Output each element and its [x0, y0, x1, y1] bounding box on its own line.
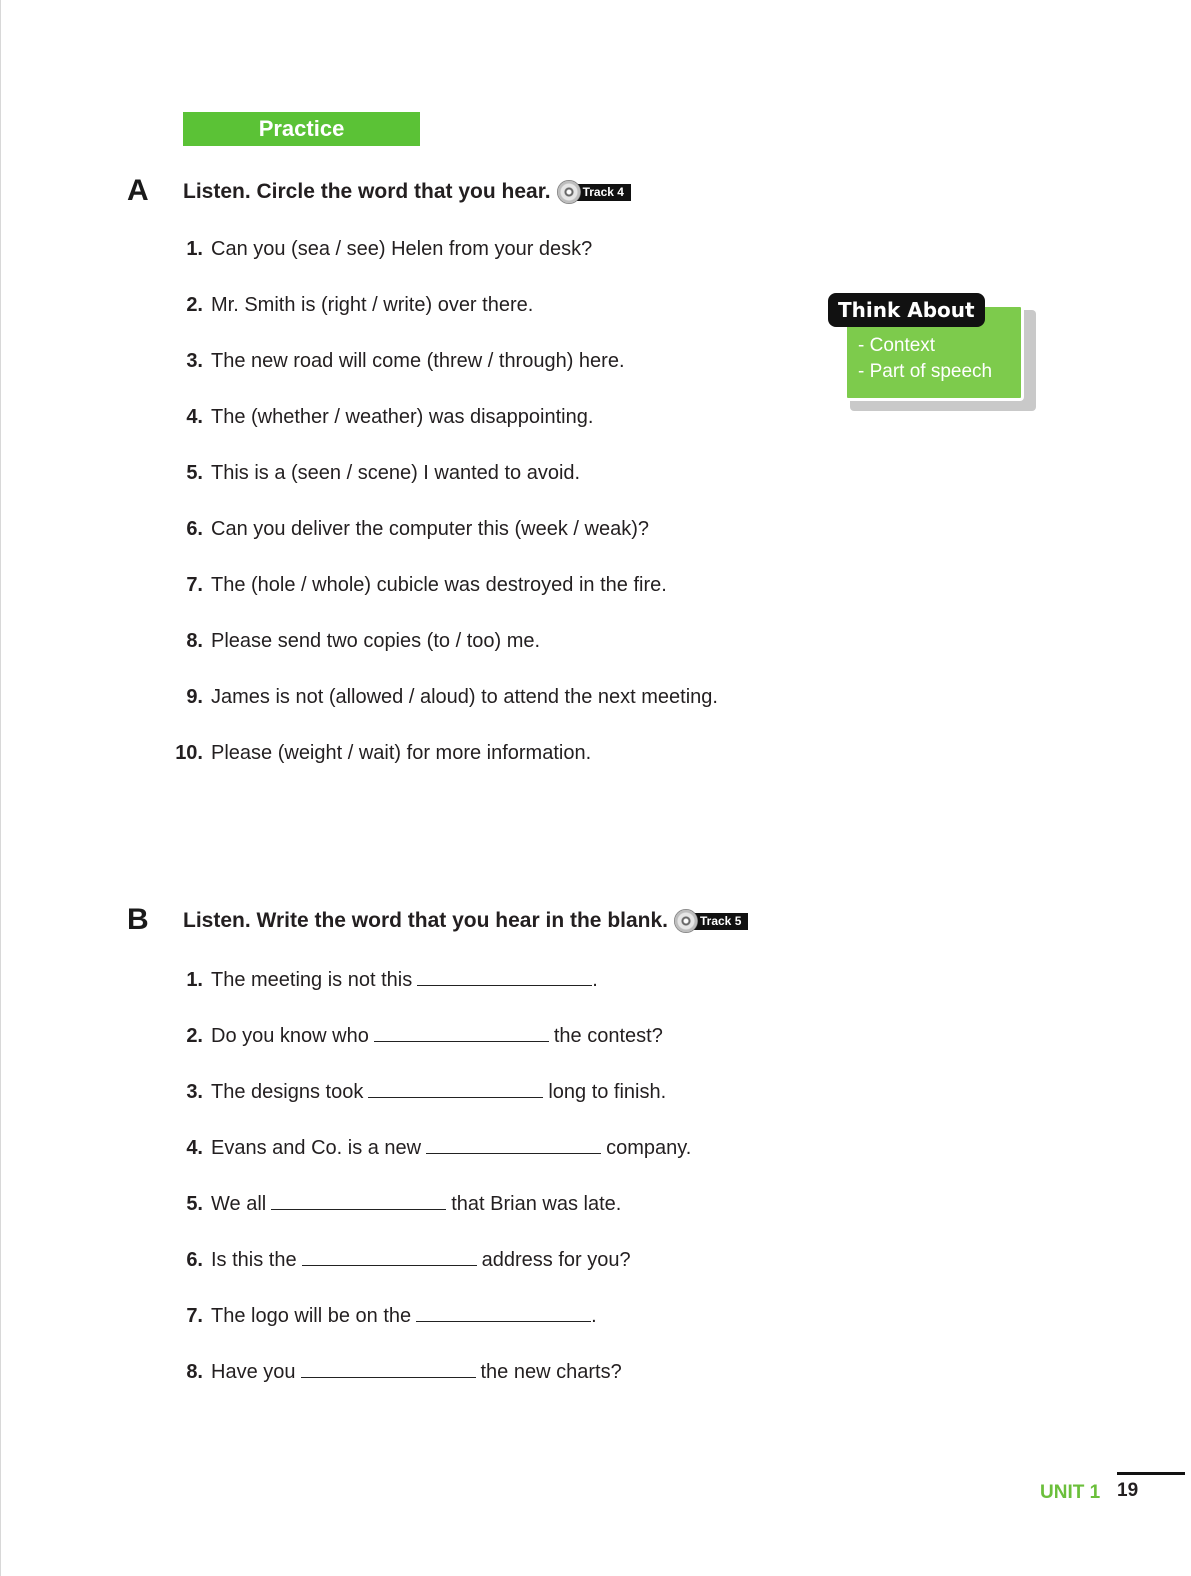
list-item [170, 1247, 631, 1272]
item-text: Please send two copies (to / too) me. [211, 630, 541, 652]
list-item [170, 1135, 691, 1160]
item-text-before: Evans and Co. is a new [211, 1137, 422, 1159]
audio-cd-icon [674, 909, 698, 933]
list-item [170, 1191, 621, 1216]
item-text-after: long to finish. [548, 1081, 667, 1103]
answer-blank[interactable] [416, 1303, 591, 1322]
item-text: Can you (sea / see) Helen from your desk? [211, 238, 593, 260]
list-item [170, 1023, 663, 1048]
item-number: 8. [186, 1361, 203, 1383]
item-text-before: Have you [211, 1361, 296, 1383]
item-number: 1. [186, 238, 203, 260]
think-about-line: - Context [858, 335, 936, 356]
footer-rule [1117, 1472, 1185, 1475]
item-text-after: that Brian was late. [451, 1193, 622, 1215]
item-text-after: . [592, 969, 598, 991]
item-text-after: the contest? [553, 1025, 663, 1047]
item-number: 9. [186, 686, 203, 708]
list-item [170, 406, 593, 429]
item-number: 5. [186, 462, 203, 484]
item-text: The (hole / whole) cubicle was destroyed in the fire. [211, 574, 667, 596]
item-text-after: address for you? [481, 1249, 631, 1271]
section-b-instruction-text: Listen. Write the word that you hear in the blank. [183, 909, 668, 932]
list-item [170, 518, 649, 541]
think-about-title: Think About [828, 293, 985, 327]
item-number: 3. [186, 350, 203, 372]
section-b-instruction [183, 909, 748, 933]
answer-blank[interactable] [426, 1135, 601, 1154]
page-number: 19 [1117, 1480, 1139, 1501]
item-text-before: We all [211, 1193, 267, 1215]
list-item [170, 742, 591, 765]
list-item [170, 686, 718, 709]
item-text-before: Is this the [211, 1249, 297, 1271]
item-number: 1. [186, 969, 203, 991]
answer-blank[interactable] [374, 1023, 549, 1042]
list-item [170, 630, 540, 653]
unit-label: UNIT 1 [1040, 1482, 1101, 1503]
item-text-before: Do you know who [211, 1025, 369, 1047]
list-item [170, 1359, 622, 1384]
list-item [170, 238, 592, 261]
item-number: 2. [186, 294, 203, 316]
list-item [170, 294, 533, 317]
list-item [170, 574, 667, 597]
think-about-line: - Part of speech [858, 361, 993, 382]
section-b-letter: B [127, 903, 149, 936]
item-number: 8. [186, 630, 203, 652]
item-text-before: The logo will be on the [211, 1305, 412, 1327]
track-5-badge[interactable] [674, 909, 748, 933]
item-number: 4. [186, 1137, 203, 1159]
answer-blank[interactable] [271, 1191, 446, 1210]
item-number: 4. [186, 406, 203, 428]
section-a-letter: A [127, 174, 149, 207]
list-item [170, 1079, 666, 1104]
section-a-instruction [183, 180, 631, 204]
item-number: 7. [186, 574, 203, 596]
track-label: Track 5 [690, 913, 748, 930]
item-text: The (whether / weather) was disappointing. [211, 406, 594, 428]
item-text: Mr. Smith is (right / write) over there. [211, 294, 534, 316]
item-number: 6. [186, 1249, 203, 1271]
item-text: Can you deliver the computer this (week / weak)? [211, 518, 649, 540]
answer-blank[interactable] [301, 1359, 476, 1378]
item-text-after: company. [606, 1137, 692, 1159]
track-label: Track 4 [573, 184, 631, 201]
item-text-after: the new charts? [480, 1361, 622, 1383]
answer-blank[interactable] [368, 1079, 543, 1098]
list-item [170, 967, 598, 992]
item-text-after: . [591, 1305, 597, 1327]
item-number: 2. [186, 1025, 203, 1047]
item-number: 5. [186, 1193, 203, 1215]
item-text: This is a (seen / scene) I wanted to avoid. [211, 462, 581, 484]
list-item [170, 462, 580, 485]
section-a-instruction-text: Listen. Circle the word that you hear. [183, 180, 551, 203]
item-text: Please (weight / wait) for more information. [211, 742, 592, 764]
practice-banner: Practice [183, 112, 420, 146]
track-4-badge[interactable] [557, 180, 631, 204]
think-about-callout [828, 293, 1040, 413]
answer-blank[interactable] [302, 1247, 477, 1266]
item-number: 6. [186, 518, 203, 540]
item-text: The new road will come (threw / through) here. [211, 350, 625, 372]
list-item [170, 350, 625, 373]
item-number: 10. [175, 742, 203, 764]
item-text-before: The designs took [211, 1081, 364, 1103]
audio-cd-icon [557, 180, 581, 204]
page-edge-rule [0, 0, 1, 1576]
item-number: 7. [186, 1305, 203, 1327]
item-number: 3. [186, 1081, 203, 1103]
item-text: James is not (allowed / aloud) to attend the next meeting. [211, 686, 718, 708]
item-text-before: The meeting is not this [211, 969, 413, 991]
answer-blank[interactable] [417, 967, 592, 986]
list-item [170, 1303, 597, 1328]
